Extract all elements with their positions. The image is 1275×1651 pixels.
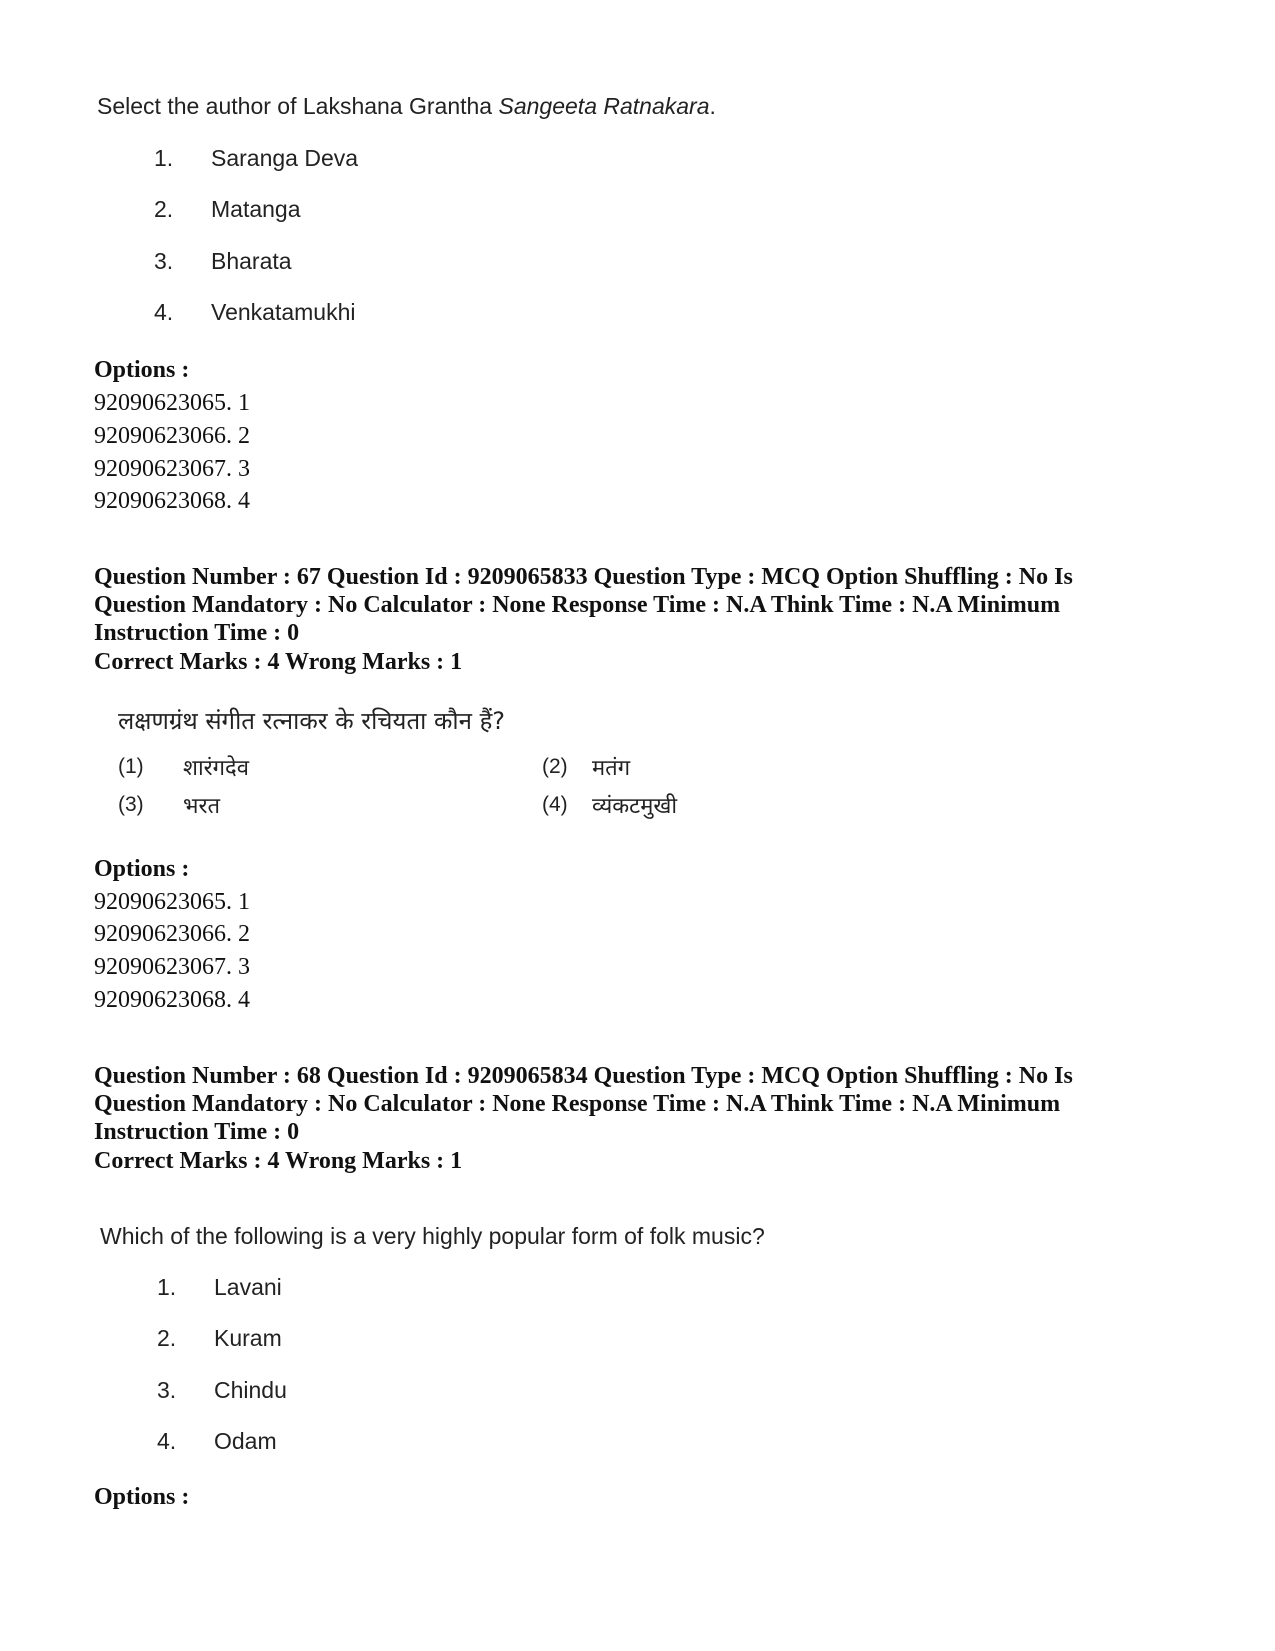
option-text: Chindu: [214, 1377, 287, 1403]
options-label: Options :: [94, 1484, 190, 1510]
question-header-line: Question Mandatory : No Calculator : None Response Time : N.A Think Time : N.A Minimum: [94, 1091, 1061, 1117]
option-id: 92090623065. 1: [94, 889, 250, 915]
option-text: Matanga: [211, 196, 301, 222]
answer-option: [157, 1325, 557, 1353]
answer-option: [542, 790, 922, 820]
options-label: Options :: [94, 357, 190, 383]
option-number: (4): [542, 793, 568, 816]
question-header-line: Question Number : 68 Question Id : 9209065834 Question Type : MCQ Option Shuffling : No Is: [94, 1063, 1073, 1089]
option-text: शारंगदेव: [183, 756, 249, 781]
answer-option: [154, 196, 554, 224]
option-number: 4.: [154, 299, 174, 325]
option-text: मतंग: [592, 756, 631, 781]
answer-option: [157, 1428, 557, 1456]
option-text: Venkatamukhi: [211, 299, 356, 325]
option-text: Bharata: [211, 248, 292, 274]
option-id: 92090623066. 2: [94, 921, 250, 947]
option-text: भरत: [183, 794, 221, 819]
question-header: [94, 563, 1073, 647]
answer-option: [118, 752, 498, 782]
answer-option: [154, 248, 554, 276]
option-number: 2.: [154, 196, 174, 222]
option-number: (3): [118, 793, 144, 816]
answer-option: [154, 299, 554, 327]
question-header-line: Instruction Time : 0: [94, 1119, 300, 1145]
option-text: Kuram: [214, 1325, 282, 1351]
question-text-prefix: Select the author of Lakshana Grantha: [97, 93, 499, 119]
answer-option: [118, 790, 498, 820]
question-header-line: Instruction Time : 0: [94, 620, 300, 646]
option-text: व्यंकटमुखी: [592, 794, 678, 819]
answer-option: [157, 1274, 557, 1302]
option-id: 92090623068. 4: [94, 987, 250, 1013]
option-text: Saranga Deva: [211, 145, 359, 171]
option-number: 1.: [154, 145, 174, 171]
answer-option: [542, 752, 922, 782]
option-id: 92090623066. 2: [94, 423, 250, 449]
option-number: (2): [542, 755, 568, 778]
option-number: 3.: [154, 248, 174, 274]
option-text: Odam: [214, 1428, 277, 1454]
question-text-hindi: लक्षणग्रंथ संगीत रत्नाकर के रचियता कौन हैं?: [118, 707, 506, 735]
question-header-line: Question Mandatory : No Calculator : None Response Time : N.A Think Time : N.A Minimum: [94, 592, 1061, 618]
option-number: 2.: [157, 1325, 177, 1351]
question-text-suffix: .: [709, 93, 716, 119]
question-text: [97, 93, 716, 120]
option-text: Lavani: [214, 1274, 282, 1300]
options-label: Options :: [94, 856, 190, 882]
option-number: (1): [118, 755, 144, 778]
marks-line: Correct Marks : 4 Wrong Marks : 1: [94, 1148, 463, 1174]
question-header: [94, 1062, 1073, 1146]
answer-option: [157, 1377, 557, 1405]
option-id: 92090623068. 4: [94, 488, 250, 514]
option-id: 92090623065. 1: [94, 390, 250, 416]
question-text-italic: Sangeeta Ratnakara: [498, 93, 710, 119]
question-text: Which of the following is a very highly popular form of folk music?: [100, 1223, 765, 1249]
answer-option: [154, 145, 554, 173]
option-id: 92090623067. 3: [94, 456, 250, 482]
option-number: 1.: [157, 1274, 177, 1300]
question-header-line: Question Number : 67 Question Id : 9209065833 Question Type : MCQ Option Shuffling : No Is: [94, 564, 1073, 590]
option-id: 92090623067. 3: [94, 954, 250, 980]
option-number: 3.: [157, 1377, 177, 1403]
option-number: 4.: [157, 1428, 177, 1454]
marks-line: Correct Marks : 4 Wrong Marks : 1: [94, 649, 463, 675]
